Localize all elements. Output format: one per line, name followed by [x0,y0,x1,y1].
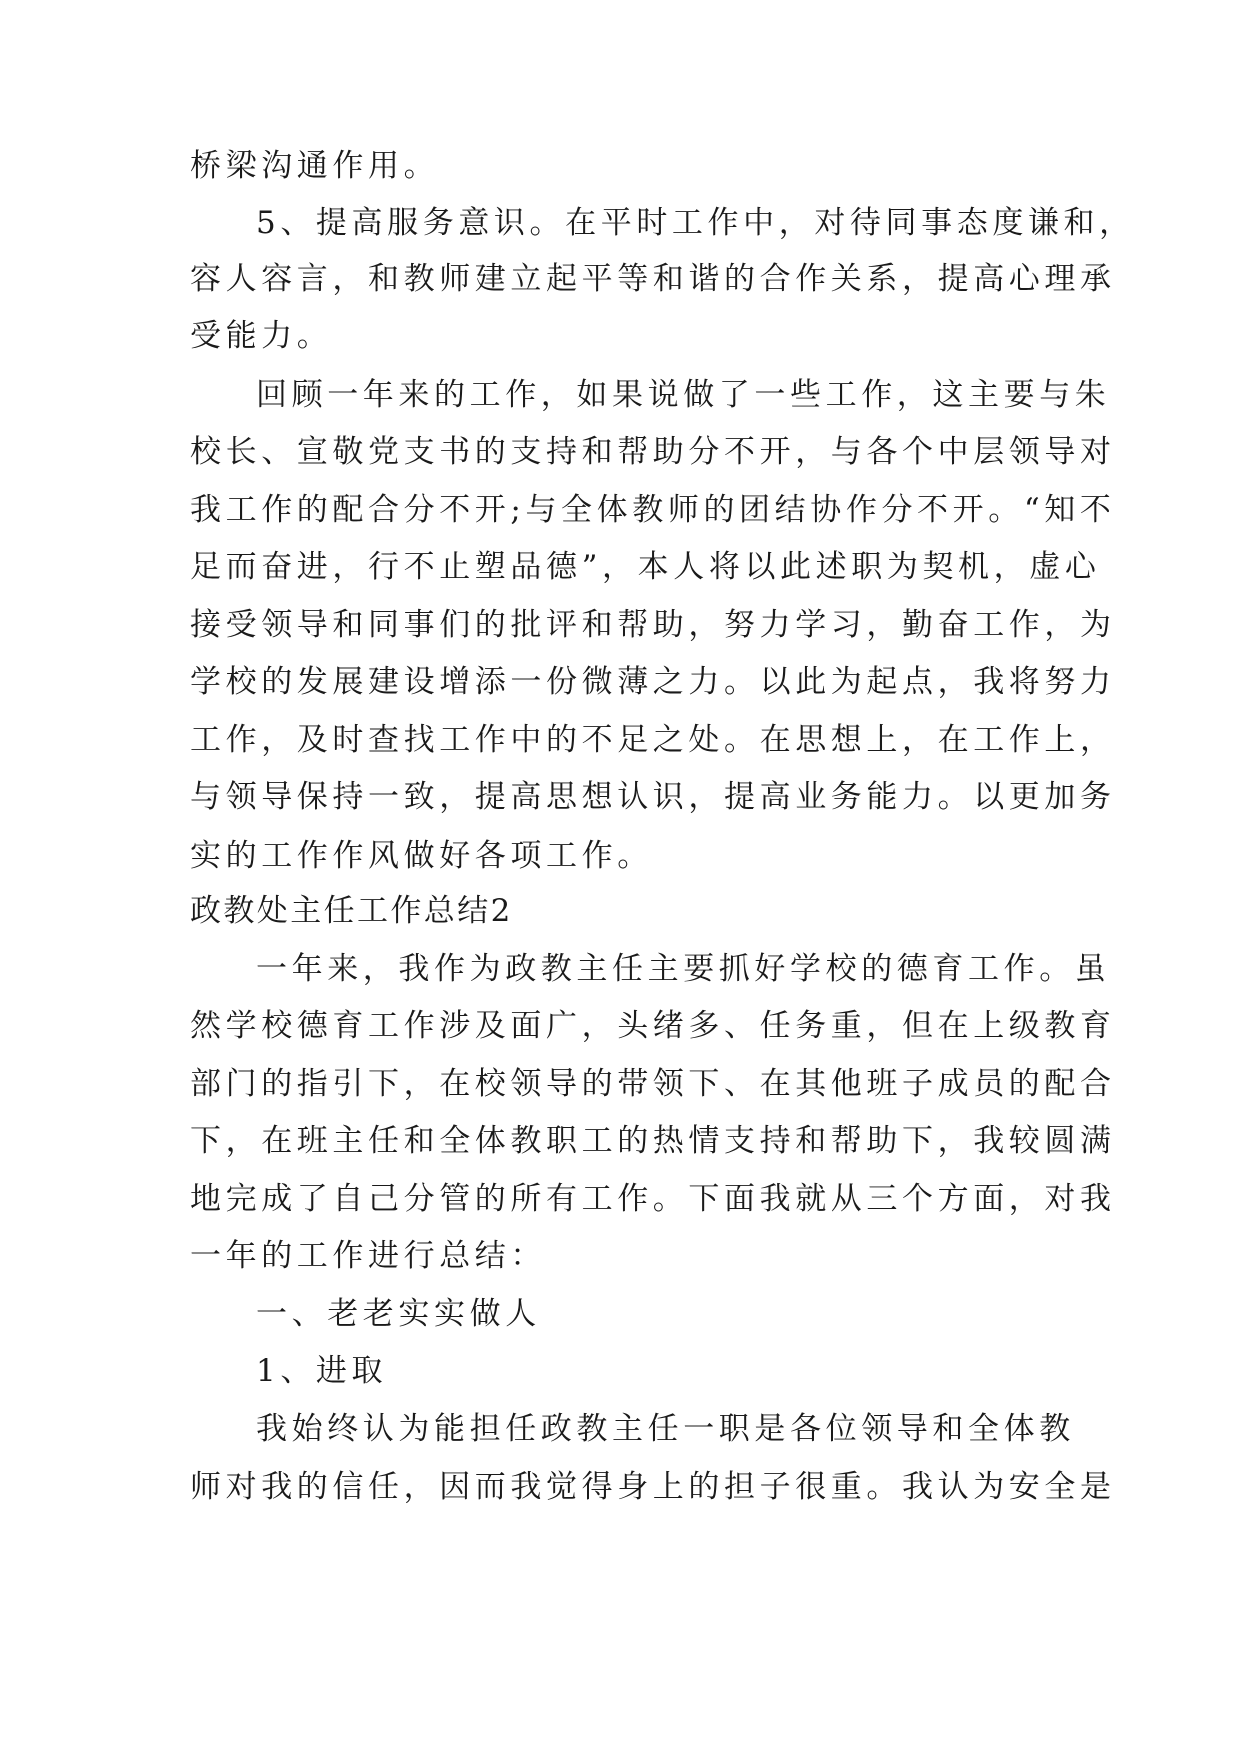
text-line: 学校的发展建设增添一份微薄之力。以此为起点，我将努力 [190,664,1116,700]
text-line: 足而奋进，行不止塑品德”，本人将以此述职为契机，虚心 [190,549,1101,585]
text-line: 5、提高服务意识。在平时工作中，对待同事态度谦和， [256,205,1135,241]
text-line: 容人容言，和教师建立起平等和谐的合作关系，提高心理承 [190,261,1116,297]
text-line: 我工作的配合分不开;与全体教师的团结协作分不开。“知不 [190,492,1116,528]
text-line: 师对我的信任，因而我觉得身上的担子很重。我认为安全是 [190,1469,1116,1505]
text-line: 我始终认为能担任政教主任一职是各位领导和全体教 [256,1411,1075,1447]
section-heading: 政教处主任工作总结2 [190,893,513,929]
text-line: 地完成了自己分管的所有工作。下面我就从三个方面，对我 [190,1181,1116,1217]
text-line: 下，在班主任和全体教职工的热情支持和帮助下，我较圆满 [190,1123,1116,1159]
text-line: 接受领导和同事们的批评和帮助，努力学习，勤奋工作，为 [190,607,1116,643]
text-line: 回顾一年来的工作，如果说做了一些工作，这主要与朱 [256,377,1111,413]
text-line: 然学校德育工作涉及面广，头绪多、任务重，但在上级教育 [190,1008,1116,1044]
text-line: 实的工作作风做好各项工作。 [190,838,653,874]
text-line: 桥梁沟通作用。 [190,148,440,184]
item-heading: 1、进取 [256,1353,388,1389]
text-line: 一年来，我作为政教主任主要抓好学校的德育工作。虽 [256,951,1111,987]
text-line: 工作，及时查找工作中的不足之处。在思想上，在工作上， [190,722,1116,758]
text-line: 受能力。 [190,318,333,354]
text-line: 部门的指引下，在校领导的带领下、在其他班子成员的配合 [190,1066,1116,1102]
text-line: 与领导保持一致，提高思想认识，提高业务能力。以更加务 [190,779,1116,815]
text-line: 校长、宣敬党支书的支持和帮助分不开，与各个中层领导对 [190,434,1116,470]
text-line: 一年的工作进行总结： [190,1238,546,1274]
subsection-heading: 一、老老实实做人 [256,1296,541,1332]
